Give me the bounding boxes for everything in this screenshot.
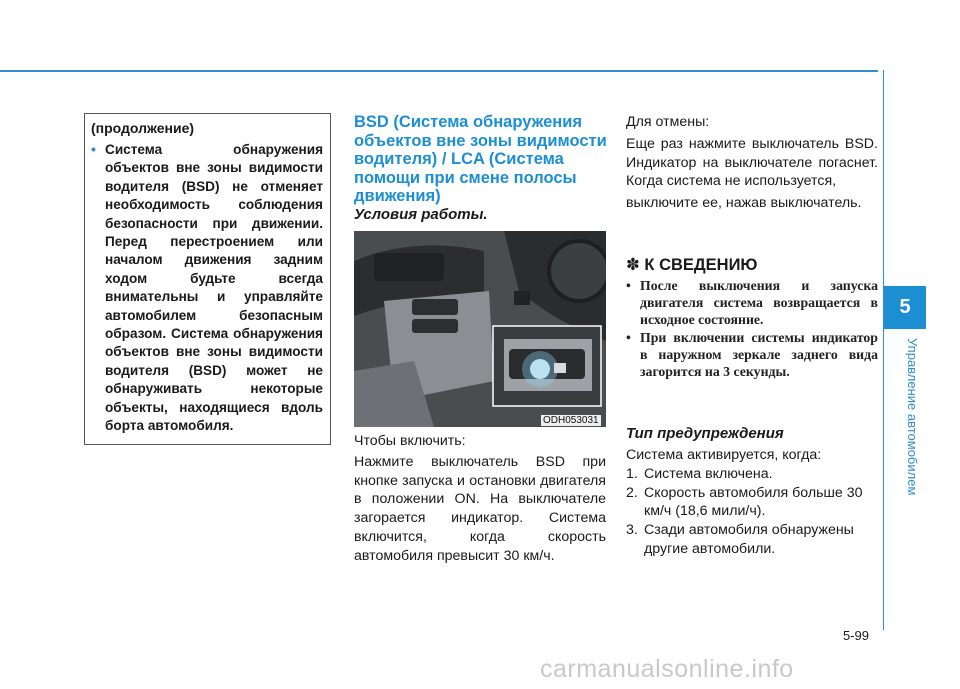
activation-intro: Чтобы включить: [354,433,466,449]
info-item: • При включении системы индикатор в наружном зеркале заднего вида загорится на 3 секунды. [626,330,878,379]
info-item-text: При включении системы индикатор в наружном зеркале заднего вида загорится на 3 секунды. [640,330,878,379]
info-item-text: После выключения и запуска двигателя система возвращается в исходное состояние. [640,278,878,327]
top-rule [0,70,878,72]
info-heading: ✽ К СВЕДЕНИЮ [626,256,758,274]
image-code-label: ODH053031 [543,415,599,426]
page-number: 5-99 [843,628,870,643]
section-subtitle: Условия работы. [354,206,488,223]
chapter-side-line [883,70,884,630]
bsd-switch-photo [354,231,606,427]
warning-type-heading: Тип предупреждения [626,425,784,442]
cancel-intro: Для отмены: [626,114,710,130]
cancel-instructions-cont: выключите ее, нажав выключатель. [626,195,862,212]
info-list [626,277,878,381]
note-text: Система обнаружения объектов вне зоны видимости водителя (BSD) не отменяет необходимость соблюдения безопасности при движении. Перед перестроением или началом движения задним ходом будьте всегда внимательны и управляйте автомобилем безопасным образом. Система обнаружения объектов вне зоны видимости водителя (BSD) может не обнаруживать некоторые объекты, находящиеся вдоль борта автомобиля. [105,142,323,434]
condition-item: 3. Сзади автомобиля обнаружены другие автомобили. [626,522,854,557]
cancel-text [626,113,878,216]
activation-instructions: Нажмите выключатель BSD при кнопке запуска и остановки двигателя в положении ON. На выключателе загорается индикатор. Система включится, когда скорость автомобиля превысит 30 км/ч. [354,453,606,564]
warning-intro: Система активируется, когда: [626,447,822,463]
condition-item: 2. Скорость автомобиля больше 30 км/ч (18,6 мили/ч). [626,484,863,520]
watermark: carmanualsonline.info [540,655,794,683]
chapter-number-tab: 5 [884,286,926,329]
info-item: • После выключения и запуска двигателя система возвращается в исходное состояние. [626,278,878,327]
note-bullet: • [91,141,96,157]
cancel-instructions: Еще раз нажмите выключатель BSD. Индикатор на выключателе погаснет. Когда система не используется, [626,135,878,190]
warning-conditions [626,446,878,559]
note-heading: (продолжение) [91,120,195,136]
activation-text [354,432,606,568]
section-title: BSD (Система обнаружения объектов вне зоны видимости водителя) / LCA (Система помощи при смене полосы движения) [354,113,607,205]
chapter-title: Управление автомобилем [905,338,920,496]
condition-item: 1. Система включена. [626,465,773,482]
